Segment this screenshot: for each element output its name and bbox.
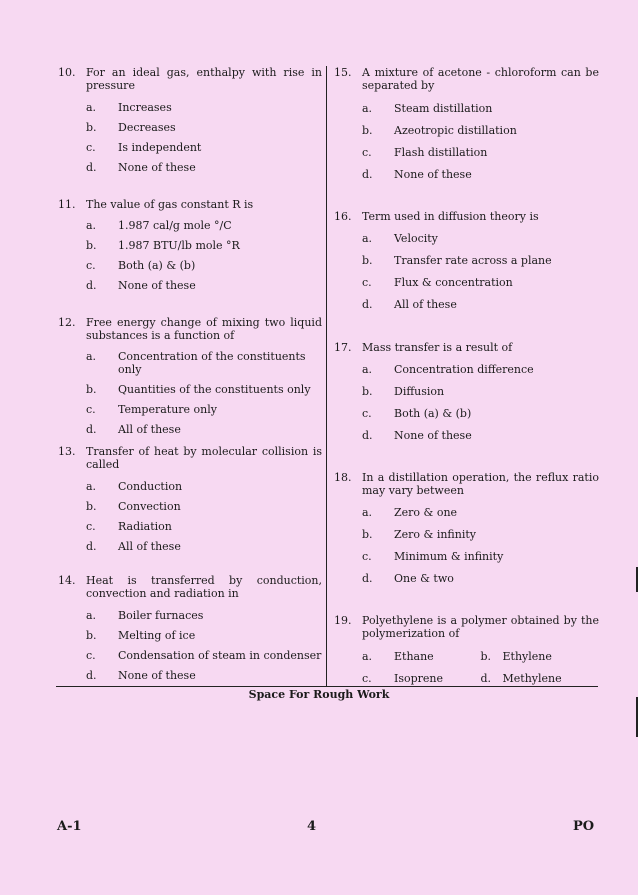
option-a: a. 1.987 cal/g mole °/C [86,219,232,232]
option-d: d. All of these [86,423,181,436]
option-b: b. Diffusion [362,385,445,398]
question-text: The value of gas constant R is [86,198,254,211]
question-13 [58,445,322,553]
option-d: d. None of these [86,669,196,682]
option-b: b. Decreases [86,121,176,134]
question-16 [334,210,599,311]
option-row-1 [362,650,599,663]
question-18 [334,471,599,585]
question-17 [334,341,599,442]
option-c: c. Radiation [86,520,172,533]
question-number: 13. [58,445,76,458]
option-c: c. Flash distillation [362,146,488,159]
question-number: 10. [58,66,76,79]
option-row-2 [362,672,599,685]
option-b: b. 1.987 BTU/lb mole °R [86,239,240,252]
option-a: a. Concentration difference [362,363,534,376]
page-number: 4 [307,819,317,834]
question-number: 12. [58,316,76,329]
question-text: A mixture of acetone - chloroform can be separated by [362,66,599,92]
question-11 [58,198,322,292]
question-text: In a distillation operation, the reflux ratio may vary between [362,471,599,497]
option-c: c. Condensation of steam in condenser [86,649,322,662]
option-b: b. Azeotropic distillation [362,124,517,137]
question-text: For an ideal gas, enthalpy with rise in pressure [86,66,322,92]
bottom-rule [56,686,598,687]
question-19 [334,614,599,685]
option-d: d. None of these [362,168,472,181]
question-text: Free energy change of mixing two liquid substances is a function of [86,316,322,342]
option-b: b. Melting of ice [86,629,196,642]
option-a: a. Steam distillation [362,102,493,115]
question-number: 19. [334,614,352,627]
option-a: a. Boiler furnaces [86,609,204,622]
column-divider [326,66,327,686]
option-d: d. One & two [362,572,454,585]
option-c: c. Temperature only [86,403,217,416]
option-d: d. None of these [362,429,472,442]
option-a: a. Velocity [362,232,438,245]
question-number: 17. [334,341,352,354]
question-number: 14. [58,574,76,587]
question-text: Heat is transferred by conduction, convection and radiation in [86,574,322,600]
option-b: b. Convection [86,500,181,513]
question-15 [334,66,599,181]
option-b: b. Quantities of the constituents only [86,383,311,396]
page-over-mark: PO [573,819,595,834]
question-12 [58,316,322,436]
option-c: c. Both (a) & (b) [86,259,196,272]
option-b: b. Transfer rate across a plane [362,254,552,267]
option-a: a. Increases [86,101,172,114]
option-c: c. Both (a) & (b) [362,407,472,420]
rough-work-label: Space For Rough Work [248,688,390,701]
paper-code: A-1 [57,819,82,834]
question-text: Transfer of heat by molecular collision is called [86,445,322,471]
question-14 [58,574,322,682]
question-number: 15. [334,66,352,79]
option-d: d. Methylene [480,672,562,685]
option-a: a. Zero & one [362,506,458,519]
option-c: c. Flux & concentration [362,276,513,289]
option-b: b. Zero & infinity [362,528,476,541]
option-b: b. Ethylene [480,650,552,663]
question-number: 16. [334,210,352,223]
question-number: 11. [58,198,76,211]
question-10 [58,66,322,174]
option-d: d. All of these [362,298,457,311]
question-text: Term used in diffusion theory is [362,210,539,223]
option-c: c. Is independent [86,141,202,154]
option-a: a. Conduction [86,480,183,493]
option-d: d. None of these [86,279,196,292]
option-d: d. None of these [86,161,196,174]
question-text: Polyethylene is a polymer obtained by the polymerization of [362,614,599,640]
option-a: a. Ethane [362,650,434,663]
question-number: 18. [334,471,352,484]
option-d: d. All of these [86,540,181,553]
question-text: Mass transfer is a result of [362,341,513,354]
option-c: c. Minimum & infinity [362,550,504,563]
option-a: a. Concentration of the constituents only [86,350,306,376]
option-c: c. Isoprene [362,672,444,685]
